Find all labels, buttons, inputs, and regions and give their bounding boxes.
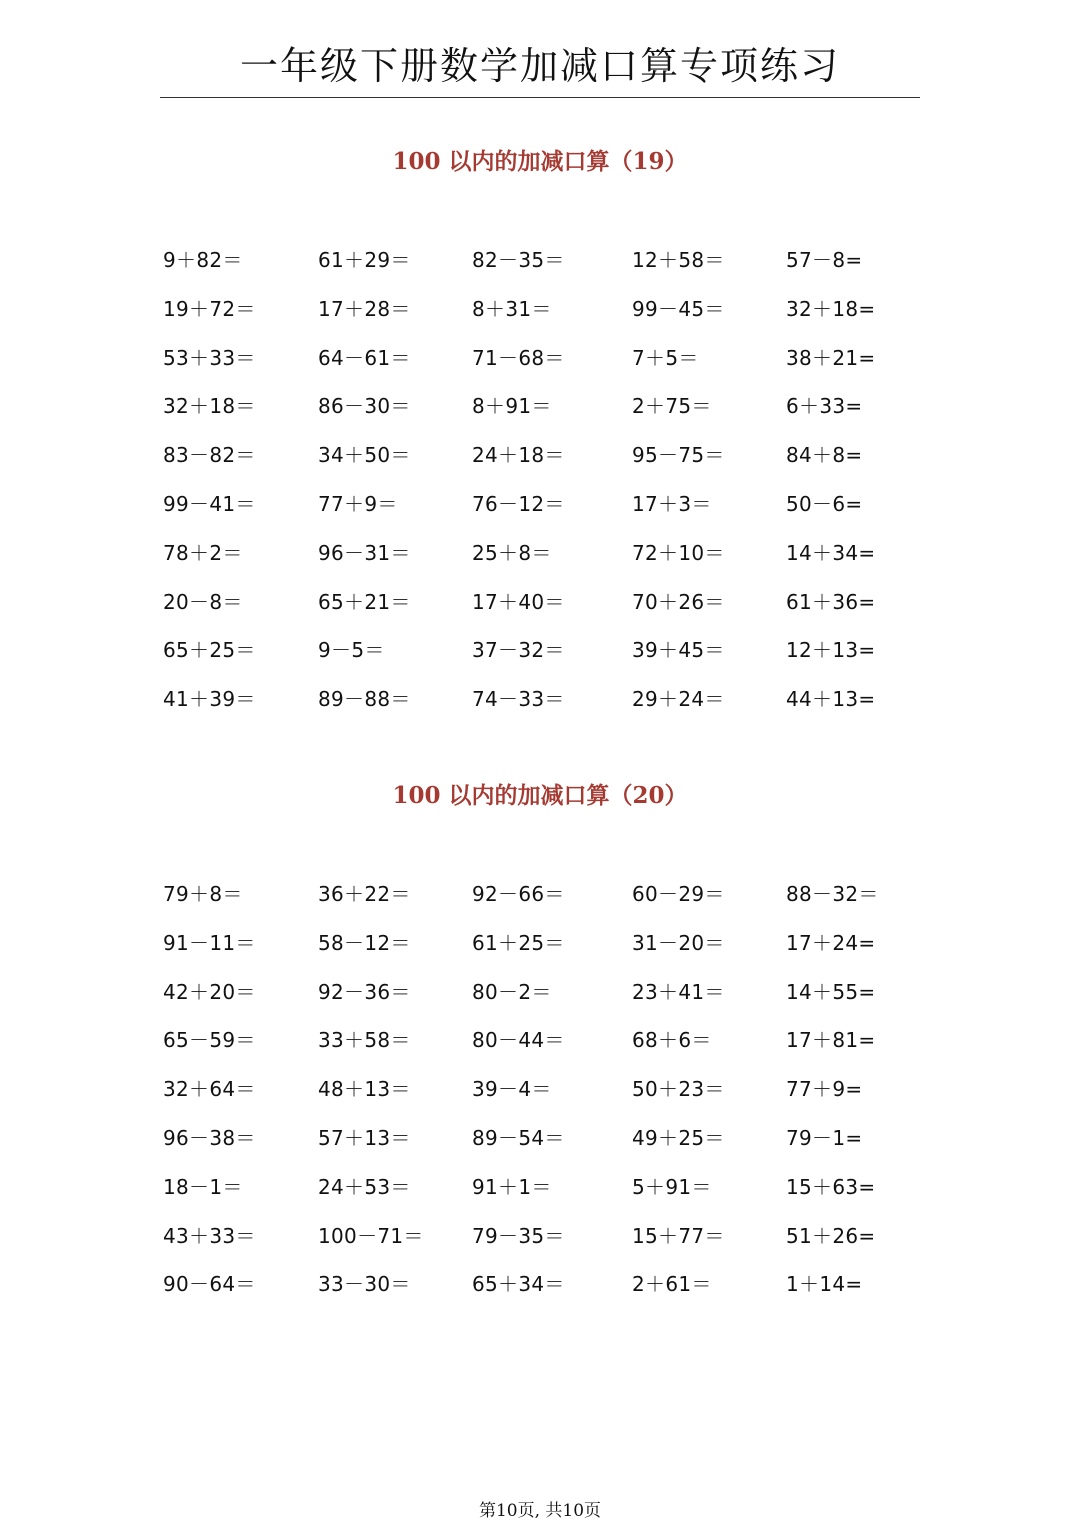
problem-item: 48＋13＝ (318, 1077, 411, 1102)
section-heading-19: 100 以内的加减口算（19） (392, 148, 688, 175)
problem-item: 15＋63= (786, 1174, 876, 1199)
problem-item: 18－1＝ (163, 1174, 243, 1199)
problem-item: 8＋91＝ (472, 394, 552, 419)
problem-item: 2＋75＝ (632, 394, 712, 419)
problem-item: 9－5＝ (318, 638, 385, 663)
problem-item: 36＋22＝ (318, 882, 411, 906)
problem-item: 39－4＝ (472, 1077, 552, 1102)
problem-item: 50－6= (786, 491, 863, 516)
problem-item: 89－88＝ (318, 687, 411, 712)
problem-row (163, 392, 943, 441)
problem-item: 17＋24= (786, 930, 876, 955)
problem-item: 41＋39＝ (163, 687, 256, 712)
problem-item: 60－29＝ (632, 882, 725, 906)
problem-item: 17＋3＝ (632, 491, 712, 516)
problem-item: 39＋45＝ (632, 638, 725, 663)
problem-item: 65＋25＝ (163, 638, 256, 663)
problem-item: 76－12＝ (472, 491, 565, 516)
problem-item: 1＋14= (786, 1272, 863, 1297)
problem-item: 92－66＝ (472, 882, 565, 906)
problem-item: 17＋40＝ (472, 589, 565, 614)
problem-item: 57＋13＝ (318, 1125, 411, 1150)
problem-item: 79－1= (786, 1125, 863, 1150)
problem-item: 25＋8＝ (472, 540, 552, 565)
problem-item: 77＋9＝ (318, 491, 398, 516)
problem-item: 89－54＝ (472, 1125, 565, 1150)
problem-item: 32＋64＝ (163, 1077, 256, 1102)
problem-item: 92－36＝ (318, 979, 411, 1004)
problem-item: 91－11＝ (163, 930, 256, 955)
problem-item: 29＋24＝ (632, 687, 725, 712)
problem-item: 79－35＝ (472, 1223, 565, 1248)
problem-item: 65＋34＝ (472, 1272, 565, 1297)
problem-item: 32＋18＝ (163, 394, 256, 419)
problem-item: 53＋33＝ (163, 345, 256, 370)
problem-grid-20 (163, 880, 943, 1319)
problem-item: 5＋91＝ (632, 1174, 712, 1199)
problem-item: 15＋77＝ (632, 1223, 725, 1248)
problem-item: 31－20＝ (632, 930, 725, 955)
problem-item: 86－30＝ (318, 394, 411, 419)
problem-row (163, 1124, 943, 1173)
problem-item: 12＋13= (786, 638, 876, 663)
problem-item: 33＋58＝ (318, 1028, 411, 1053)
problem-item: 80－44＝ (472, 1028, 565, 1053)
title-divider (160, 97, 920, 98)
problem-item: 65－59＝ (163, 1028, 256, 1053)
problem-item: 20－8＝ (163, 589, 243, 614)
problem-row (163, 295, 943, 344)
problem-item: 17＋28＝ (318, 296, 411, 321)
problem-item: 84＋8= (786, 443, 863, 468)
problem-item: 44＋13= (786, 687, 876, 712)
problem-item: 99－45＝ (632, 296, 725, 321)
problem-item: 49＋25＝ (632, 1125, 725, 1150)
problem-item: 83－82＝ (163, 443, 256, 468)
problem-item: 32＋18= (786, 296, 876, 321)
problem-row (163, 539, 943, 588)
problem-item: 65＋21＝ (318, 589, 411, 614)
problem-item: 8＋31＝ (472, 296, 552, 321)
problem-item: 96－38＝ (163, 1125, 256, 1150)
problem-row (163, 1026, 943, 1075)
problem-item: 42＋20＝ (163, 979, 256, 1004)
problem-item: 14＋34= (786, 540, 876, 565)
problem-item: 68＋6＝ (632, 1028, 712, 1053)
problem-item: 82－35＝ (472, 248, 565, 272)
problem-grid-19 (163, 246, 943, 734)
problem-item: 95－75＝ (632, 443, 725, 468)
problem-row (163, 1173, 943, 1222)
problem-item: 34＋50＝ (318, 443, 411, 468)
problem-item: 88－32＝ (786, 882, 879, 906)
problem-item: 12＋58＝ (632, 248, 725, 272)
problem-row (163, 929, 943, 978)
problem-item: 80－2＝ (472, 979, 552, 1004)
problem-item: 37－32＝ (472, 638, 565, 663)
problem-item: 100－71＝ (318, 1223, 424, 1248)
problem-row (163, 1270, 943, 1319)
problem-row (163, 490, 943, 539)
problem-item: 17＋81= (786, 1028, 876, 1053)
problem-item: 78＋2＝ (163, 540, 243, 565)
problem-row (163, 1075, 943, 1124)
problem-row (163, 441, 943, 490)
problem-item: 24＋18＝ (472, 443, 565, 468)
problem-item: 14＋55= (786, 979, 876, 1004)
problem-item: 61＋25＝ (472, 930, 565, 955)
problem-item: 99－41＝ (163, 491, 256, 516)
problem-item: 72＋10＝ (632, 540, 725, 565)
problem-item: 58－12＝ (318, 930, 411, 955)
problem-item: 61＋29＝ (318, 248, 411, 272)
problem-item: 7＋5＝ (632, 345, 699, 370)
problem-item: 9＋82＝ (163, 248, 243, 272)
problem-row (163, 636, 943, 685)
problem-row (163, 1222, 943, 1271)
problem-item: 96－31＝ (318, 540, 411, 565)
problem-item: 61＋36= (786, 589, 876, 614)
problem-item: 23＋41＝ (632, 979, 725, 1004)
problem-row (163, 344, 943, 393)
problem-item: 91＋1＝ (472, 1174, 552, 1199)
problem-item: 33－30＝ (318, 1272, 411, 1297)
problem-item: 51＋26= (786, 1223, 876, 1248)
problem-item: 70＋26＝ (632, 589, 725, 614)
problem-item: 24＋53＝ (318, 1174, 411, 1199)
problem-item: 77＋9= (786, 1077, 863, 1102)
problem-item: 71－68＝ (472, 345, 565, 370)
page-title: 一年级下册数学加减口算专项练习 (239, 44, 840, 88)
problem-item: 19＋72＝ (163, 296, 256, 321)
problem-item: 2＋61＝ (632, 1272, 712, 1297)
problem-item: 64－61＝ (318, 345, 411, 370)
problem-row (163, 588, 943, 637)
problem-item: 6＋33= (786, 394, 863, 419)
problem-row (163, 978, 943, 1027)
problem-item: 74－33＝ (472, 687, 565, 712)
problem-item: 57－8= (786, 248, 863, 272)
problem-item: 90－64＝ (163, 1272, 256, 1297)
problem-item: 50＋23＝ (632, 1077, 725, 1102)
problem-item: 79＋8＝ (163, 882, 243, 906)
problem-row (163, 246, 943, 295)
problem-row (163, 685, 943, 734)
page-footer: 第10页, 共10页 (478, 1501, 602, 1521)
problem-row (163, 880, 943, 929)
section-heading-20: 100 以内的加减口算（20） (392, 782, 688, 809)
problem-item: 43＋33＝ (163, 1223, 256, 1248)
problem-item: 38＋21= (786, 345, 876, 370)
